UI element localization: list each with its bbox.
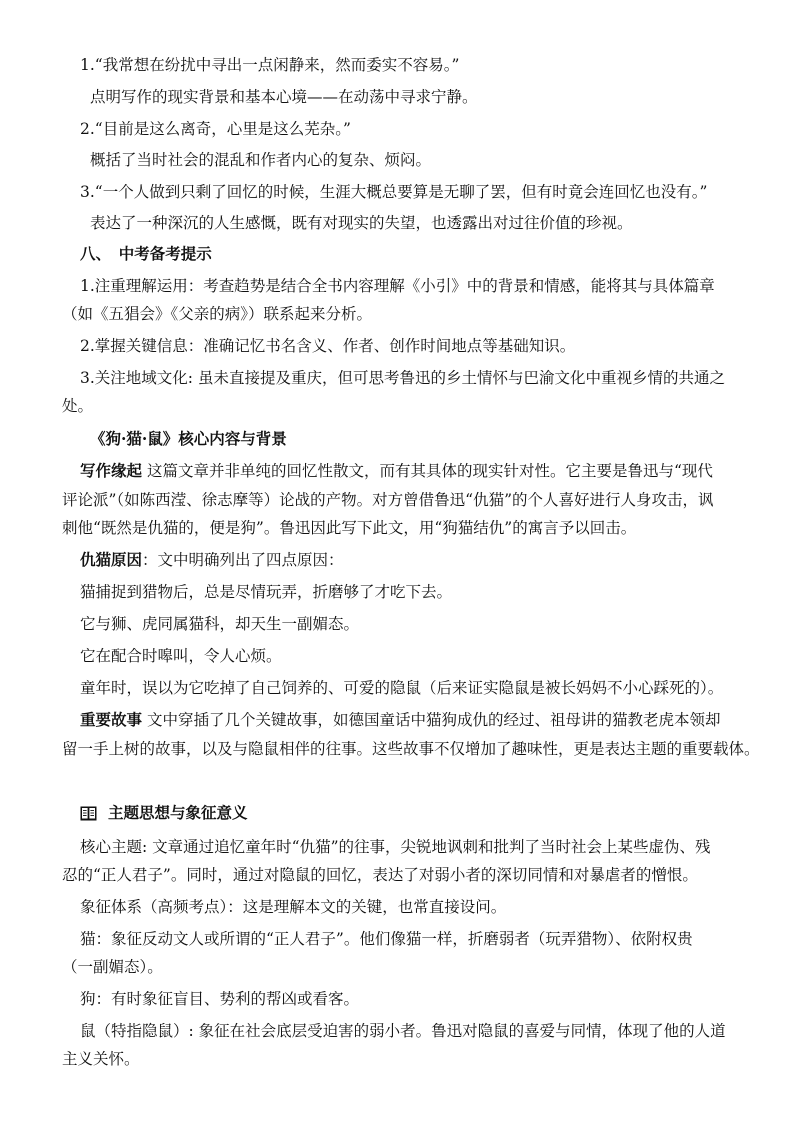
exam-tip-1: 1.注重理解运用：考查趋势是结合全书内容理解《小引》中的背景和情感，能将其与具体篇章 [80,277,715,295]
core-theme: 核心主题: 文章通过追忆童年时“仇猫”的往事，尖锐地讽刺和批判了当时社会上某些虚伪、残 [80,838,711,856]
symbol-cat-cont: （一副媚态）。 [62,958,163,976]
reason-item: 它在配合时嗥叫，令人心烦。 [80,647,282,665]
core-theme-cont: 忍的“正人君子”。同时，通过对隐鼠的回忆，表达了对弱小者的深切同情和对暴虐者的憎恨。 [62,866,698,884]
reason-item: 童年时，误以为它吃掉了自己饲养的、可爱的隐鼠（后来证实隐鼠是被长妈妈不小心踩死的）。 [80,679,724,697]
symbol-rat: 鼠（特指隐鼠）: 象征在社会底层受迫害的弱小者。鲁迅对隐鼠的喜爱与同情，体现了他的人道 [80,1022,726,1040]
origin-line-3: 刺他“既然是仇猫的，便是狗”。鲁迅因此写下此文，用“狗猫结仇”的寓言予以回击。 [62,519,637,537]
symbol-system: 象征体系（高频考点）：这是理解本文的关键，也常直接设问。 [80,898,507,916]
exam-tip-3: 3.关注地域文化: 虽未直接提及重庆，但可思考鲁迅的乡土情怀与巴渝文化中重视乡情的共通之 [80,369,725,387]
origin-paragraph: 写作缘起 这篇文章并非单纯的回忆性散文，而有其具体的现实针对性。它主要是鲁迅与“现代 [80,461,713,480]
reason-item: 猫捕捉到猎物后，总是尽情玩弄，折磨够了才吃下去。 [80,583,453,601]
quote-2: 2.“目前是这么离奇，心里是这么芜杂。” [80,120,351,138]
quote-1: 1.“我常想在纷扰中寻出一点闲静来，然而委实不容易。” [80,56,460,74]
exam-tip-2: 2.掌握关键信息：准确记忆书名含义、作者、创作时间地点等基础知识。 [80,337,576,355]
symbol-cat: 猫：象征反动文人或所谓的“正人君子”。他们像猫一样，折磨弱者（玩弄猎物）、依附权贵 [80,930,693,948]
origin-label: 写作缘起 [80,461,143,480]
reasons-intro: 仇猫原因：文中明确列出了四点原因： [80,550,344,569]
quote-3: 3.“一个人做到只剩了回忆的时候，生涯大概总要算是无聊了罢，但有时竟会连回忆也没有。” [80,183,708,201]
reason-item: 它与狮、虎同属猫科，却天生一副媚态。 [80,615,360,633]
reason-label: 仇猫原因 [80,550,143,569]
quote-3-note: 表达了一种深沉的人生感慨，既有对现实的失望，也透露出对过往价值的珍视。 [90,214,633,232]
theme-heading: 主题思想与象征意义 [108,803,248,822]
quote-2-note: 概括了当时社会的混乱和作者内心的复杂、烦闷。 [90,151,432,169]
quote-1-note: 点明写作的现实背景和基本心境——在动荡中寻求宁静。 [90,88,478,106]
exam-tip-1-cont: （如《五猖会》《父亲的病》）联系起来分析。 [62,305,373,323]
book-icon [80,806,97,821]
story-label: 重要故事 [80,710,143,729]
exam-tip-3-cont: 处。 [62,397,94,415]
story-line-2: 留一手上树的故事，以及与隐鼠相伴的往事。这些故事不仅增加了趣味性，更是表达主题的重要载体。 [62,740,760,758]
origin-line-2: 评论派”（如陈西滢、徐志摩等）论战的产物。对方曾借鲁迅“仇猫”的个人喜好进行人身攻击，讽 [62,491,714,509]
symbol-rat-cont: 主义关怀。 [62,1050,140,1068]
section-8-heading: 八、 中考备考提示 [80,244,212,263]
symbol-dog: 狗：有时象征盲目、势利的帮凶或看客。 [80,990,360,1008]
story-paragraph: 重要故事 文中穿插了几个关键故事，如德国童话中猫狗成仇的经过、祖母讲的猫教老虎本领却 [80,710,721,729]
gou-mao-shu-heading: 《狗·猫·鼠》核心内容与背景 [90,429,287,448]
